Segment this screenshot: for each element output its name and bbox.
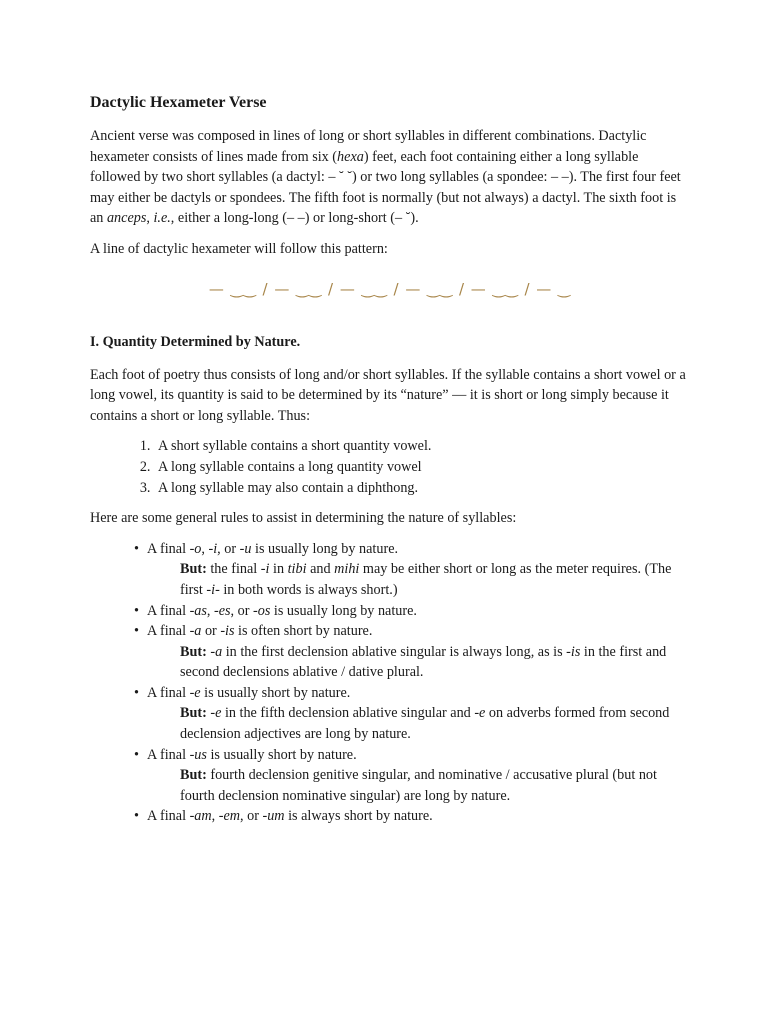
rule-text: A final	[147, 684, 190, 701]
rule-item	[147, 683, 690, 745]
rule-text: is often short by nature.	[234, 623, 373, 640]
rule-text: A final	[147, 623, 190, 640]
list-item: 1. A short syllable contains a short quantity vowel.	[154, 436, 690, 457]
rule-text: is usually short by nature.	[200, 684, 351, 701]
section-heading: I. Quantity Determined by Nature.	[90, 333, 301, 350]
rule-italic: -e	[189, 684, 201, 701]
rules-intro: Here are some general rules to assist in determining the nature of syllables:	[90, 510, 517, 527]
pattern-foot: / — ‿	[524, 279, 572, 298]
intro-italic-hexa: hexa	[337, 148, 364, 165]
rule-text: is always short by nature.	[284, 808, 433, 825]
list-item: 2. A long syllable contains a long quantity vowel	[154, 457, 690, 478]
pattern-foot: — ‿‿	[208, 279, 257, 298]
rule-italic: -es	[214, 602, 231, 619]
pattern-foot: / — ‿‿	[458, 279, 519, 298]
rule-text: A final	[147, 540, 190, 557]
rule-text: , or	[230, 602, 254, 619]
rule-exception	[147, 642, 690, 683]
intro-italic-anceps: anceps	[106, 210, 147, 227]
rule-italic: -e	[474, 705, 486, 722]
intro-italic-ie: i.e.	[153, 210, 171, 227]
rule-item	[147, 745, 690, 807]
list-item: 3. A long syllable may also contain a diphthong.	[154, 478, 690, 499]
rule-italic: -i	[208, 540, 218, 557]
rules-list	[90, 539, 690, 827]
rule-exception	[147, 703, 690, 744]
document-page	[90, 92, 690, 827]
rule-italic: -u	[239, 540, 252, 557]
but-label: But:	[180, 643, 207, 660]
rule-text: fourth declension genitive singular, and nominative / accusative plural (but not fourth declension nominative singular) are long by nature.	[180, 767, 657, 804]
rule-italic: -em	[218, 808, 241, 825]
rule-text: , or	[240, 808, 263, 825]
rule-italic: -is	[220, 623, 235, 640]
pattern-foot: / — ‿‿	[393, 279, 454, 298]
rule-italic: -i	[260, 561, 270, 578]
rule-text: in	[269, 561, 288, 578]
rule-text: the final	[206, 561, 261, 578]
rule-text: is usually long by nature.	[251, 540, 399, 557]
rule-exception	[147, 765, 690, 806]
rule-text: or	[201, 623, 221, 640]
rule-text: ,	[201, 540, 209, 557]
rule-exception	[147, 559, 690, 600]
rule-italic: -o	[189, 540, 202, 557]
rule-text: ,	[206, 602, 214, 619]
rule-item	[147, 601, 690, 622]
rule-italic: -am	[189, 808, 212, 825]
rule-text: in both words is always short.)	[219, 581, 398, 598]
pattern-intro: A line of dactylic hexameter will follow this pattern:	[90, 240, 388, 257]
rule-text: ,	[211, 808, 219, 825]
rule-item	[147, 806, 690, 827]
but-label: But:	[180, 767, 207, 784]
rule-text: A final	[147, 602, 190, 619]
rule-text: A final	[147, 808, 190, 825]
intro-text: Ancient verse was composed in lines of long or short syllables in different combinations. Dactylic hexameter consists of lines made from six (	[90, 128, 647, 165]
intro-text: ) feet, each foot containing either a long syllable followed by two short syllables (a dactyl: – ˘ ˘) or two long syllables (a spondee: – –). The first four feet may either be dactyls or spondees. The fifth foot is normally (but not always) a dactyl. The sixth foot is an	[90, 148, 681, 227]
rule-italic: -um	[262, 808, 285, 825]
rule-text: in the first declension ablative singular is always long, as is	[222, 643, 567, 660]
hexameter-pattern	[90, 280, 690, 304]
but-label: But:	[180, 561, 207, 578]
rule-italic: -i-	[206, 581, 220, 598]
intro-text: ,	[146, 210, 154, 227]
rule-italic: -is	[566, 643, 581, 660]
intro-paragraph	[90, 126, 690, 229]
quantity-list	[90, 436, 690, 498]
rule-text: A final	[147, 746, 190, 763]
rule-item	[147, 539, 690, 601]
pattern-foot: / — ‿‿	[262, 279, 323, 298]
rule-text: is usually long by nature.	[270, 602, 417, 619]
rule-text: and	[306, 561, 335, 578]
rule-text: in the first and second declensions ablative / dative plural.	[180, 643, 667, 681]
rule-text: in the fifth declension ablative singular and	[221, 705, 475, 722]
rule-italic: -us	[189, 746, 207, 763]
rule-item	[147, 621, 690, 683]
rule-italic: -a	[189, 623, 202, 640]
pattern-foot: / — ‿‿	[328, 279, 388, 298]
rule-text: is usually short by nature.	[206, 746, 357, 763]
section-paragraph: Each foot of poetry thus consists of long and/or short syllables. If the syllable contains a short vowel or a long vowel, its quantity is said to be determined by its “nature” — it is short or long simply because it contains a short or long syllable. Thus:	[90, 366, 686, 424]
rule-italic: mihi	[334, 561, 360, 578]
rule-italic: -e	[210, 705, 222, 722]
rule-text: , or	[217, 540, 240, 557]
page-title: Dactylic Hexameter Verse	[90, 94, 267, 111]
rule-text: on adverbs formed from second declension adjectives are long by nature.	[180, 705, 670, 743]
but-label: But:	[180, 705, 207, 722]
rule-text: may be either short or long as the meter requires. (The first	[180, 561, 672, 598]
rule-italic: tibi	[287, 561, 307, 578]
rule-italic: -a	[210, 643, 223, 660]
rule-italic: -os	[253, 602, 271, 619]
intro-text: , either a long-long (– –) or long-short (– ˘).	[170, 210, 419, 227]
rule-italic: -as	[189, 602, 207, 619]
